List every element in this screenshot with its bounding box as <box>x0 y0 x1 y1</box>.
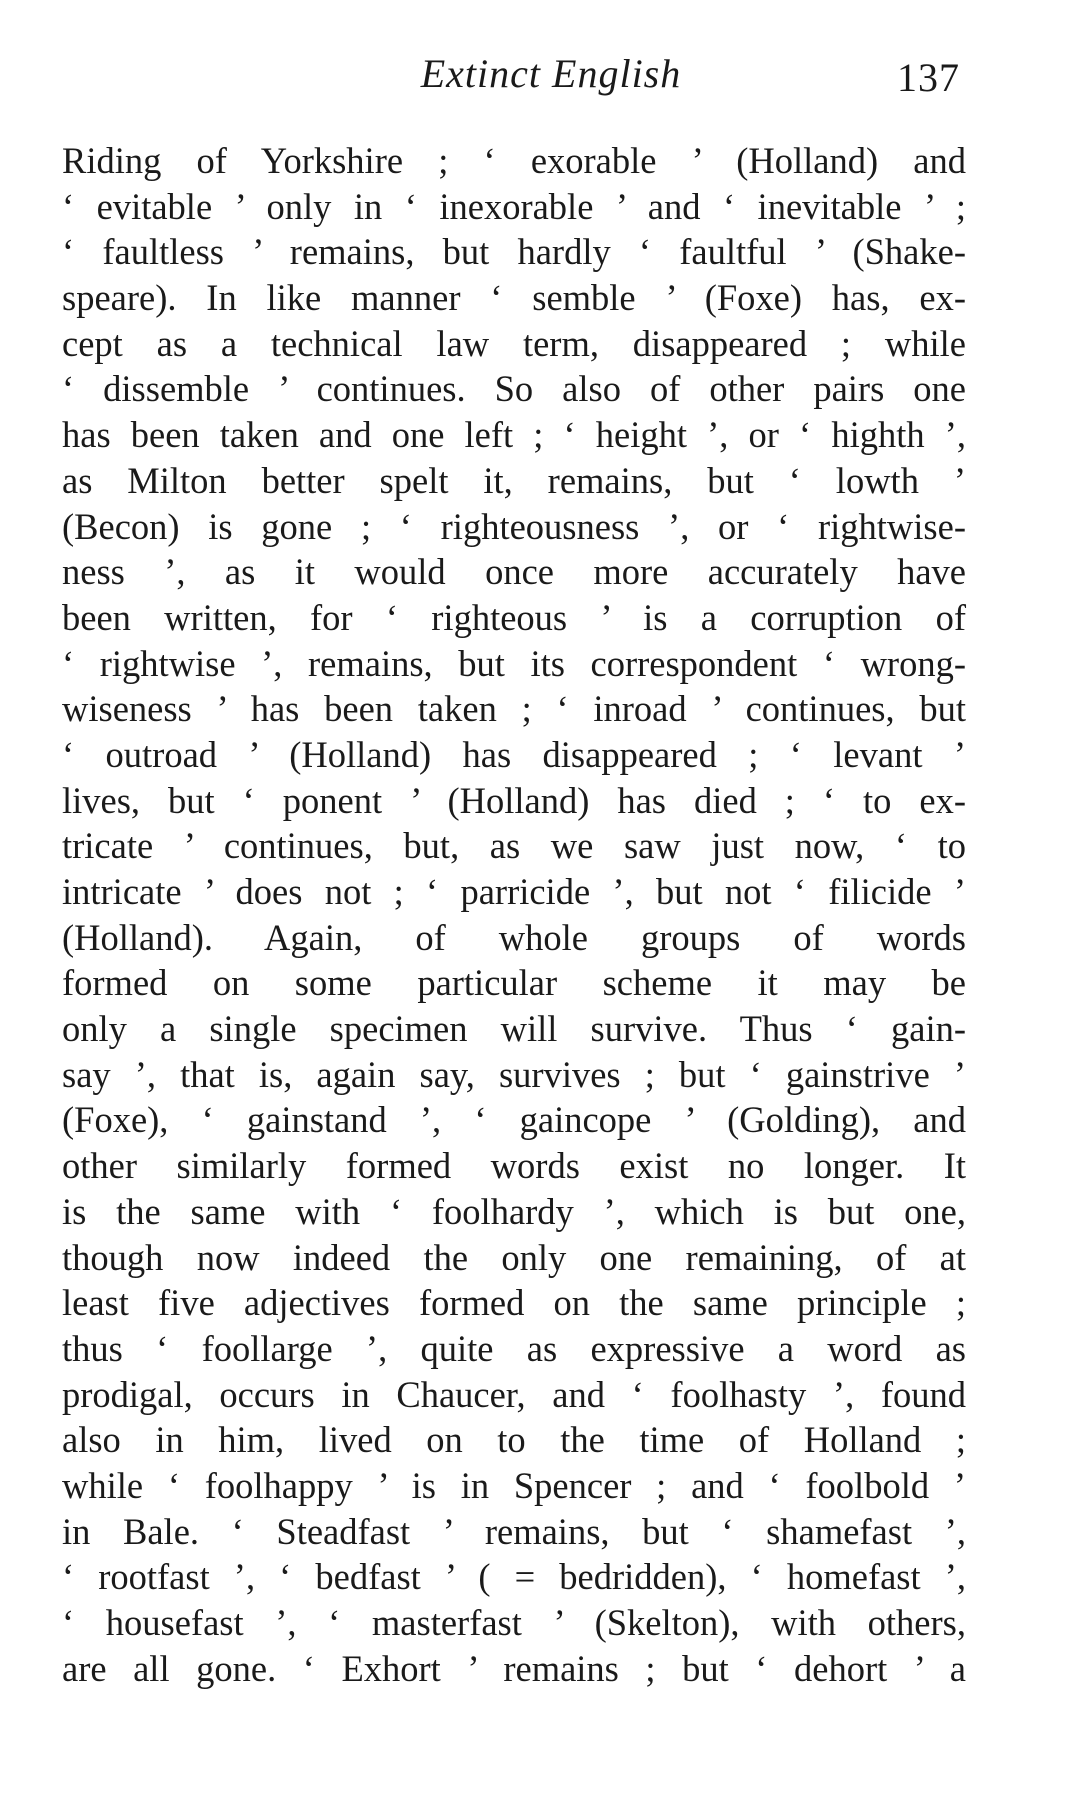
text-line: has been taken and one left ; ‘ height ’, or ‘ highth ’, <box>62 414 966 456</box>
text-line: is the same with ‘ foolhardy ’, which is but one, <box>62 1190 966 1232</box>
text-line: while ‘ foolhappy ’ is in Spencer ; and ‘ foolbold ’ <box>62 1464 966 1506</box>
text-line: ‘ rootfast ’, ‘ bedfast ’ ( = bedridden), ‘ homefast ’, <box>62 1556 966 1598</box>
text-line: tricate ’ continues, but, as we saw just now, ‘ to <box>62 825 966 867</box>
text-line: lives, but ‘ ponent ’ (Holland) has died ; ‘ to ex- <box>62 779 966 821</box>
text-line: cept as a technical law term, disappeared ; while <box>62 322 966 364</box>
body-text <box>62 138 966 1691</box>
text-line: in Bale. ‘ Steadfast ’ remains, but ‘ shamefast ’, <box>62 1510 966 1552</box>
text-line: ‘ faultless ’ remains, but hardly ‘ faultful ’ (Shake- <box>62 231 966 273</box>
text-line: ness ’, as it would once more accurately have <box>62 551 966 593</box>
text-line: ‘ rightwise ’, remains, but its correspondent ‘ wrong- <box>62 642 966 684</box>
text-line: formed on some particular scheme it may be <box>62 962 966 1004</box>
text-line: (Holland). Again, of whole groups of words <box>62 916 966 958</box>
text-line: as Milton better spelt it, remains, but ‘ lowth ’ <box>62 459 966 501</box>
text-line: say ’, that is, again say, survives ; but ‘ gainstrive ’ <box>62 1053 966 1095</box>
text-line: only a single specimen will survive. Thus ‘ gain- <box>62 1008 966 1050</box>
text-line: least five adjectives formed on the same principle ; <box>62 1282 966 1324</box>
text-line: (Becon) is gone ; ‘ righteousness ’, or ‘ rightwise- <box>62 505 966 547</box>
text-line: been written, for ‘ righteous ’ is a corruption of <box>62 596 966 638</box>
text-line: Riding of Yorkshire ; ‘ exorable ’ (Holland) and <box>62 140 966 181</box>
text-line: ‘ evitable ’ only in ‘ inexorable ’ and ‘ inevitable ’ ; <box>62 185 966 227</box>
text-line: prodigal, occurs in Chaucer, and ‘ foolhasty ’, found <box>62 1373 966 1415</box>
text-line: ‘ outroad ’ (Holland) has disappeared ; ‘ levant ’ <box>62 733 966 775</box>
text-line: also in him, lived on to the time of Holland ; <box>62 1419 966 1461</box>
running-title: Extinct English <box>420 51 682 96</box>
text-line: though now indeed the only one remaining, of at <box>62 1236 966 1278</box>
page-number: 137 <box>897 55 960 100</box>
text-line: ‘ dissemble ’ continues. So also of other pairs one <box>62 368 966 410</box>
text-line: thus ‘ foollarge ’, quite as expressive a word as <box>62 1327 966 1369</box>
text-line: intricate ’ does not ; ‘ parricide ’, but not ‘ filicide ’ <box>62 871 966 912</box>
text-line: other similarly formed words exist no longer. It <box>62 1145 966 1187</box>
text-line: (Foxe), ‘ gainstand ’, ‘ gaincope ’ (Golding), and <box>62 1099 966 1141</box>
text-line: wiseness ’ has been taken ; ‘ inroad ’ continues, but <box>62 688 966 730</box>
text-line: are all gone. ‘ Exhort ’ remains ; but ‘ dehort ’ a <box>62 1647 966 1689</box>
text-line: speare). In like manner ‘ semble ’ (Foxe) has, ex- <box>62 277 966 319</box>
text-line: ‘ housefast ’, ‘ masterfast ’ (Skelton), with others, <box>62 1602 966 1643</box>
